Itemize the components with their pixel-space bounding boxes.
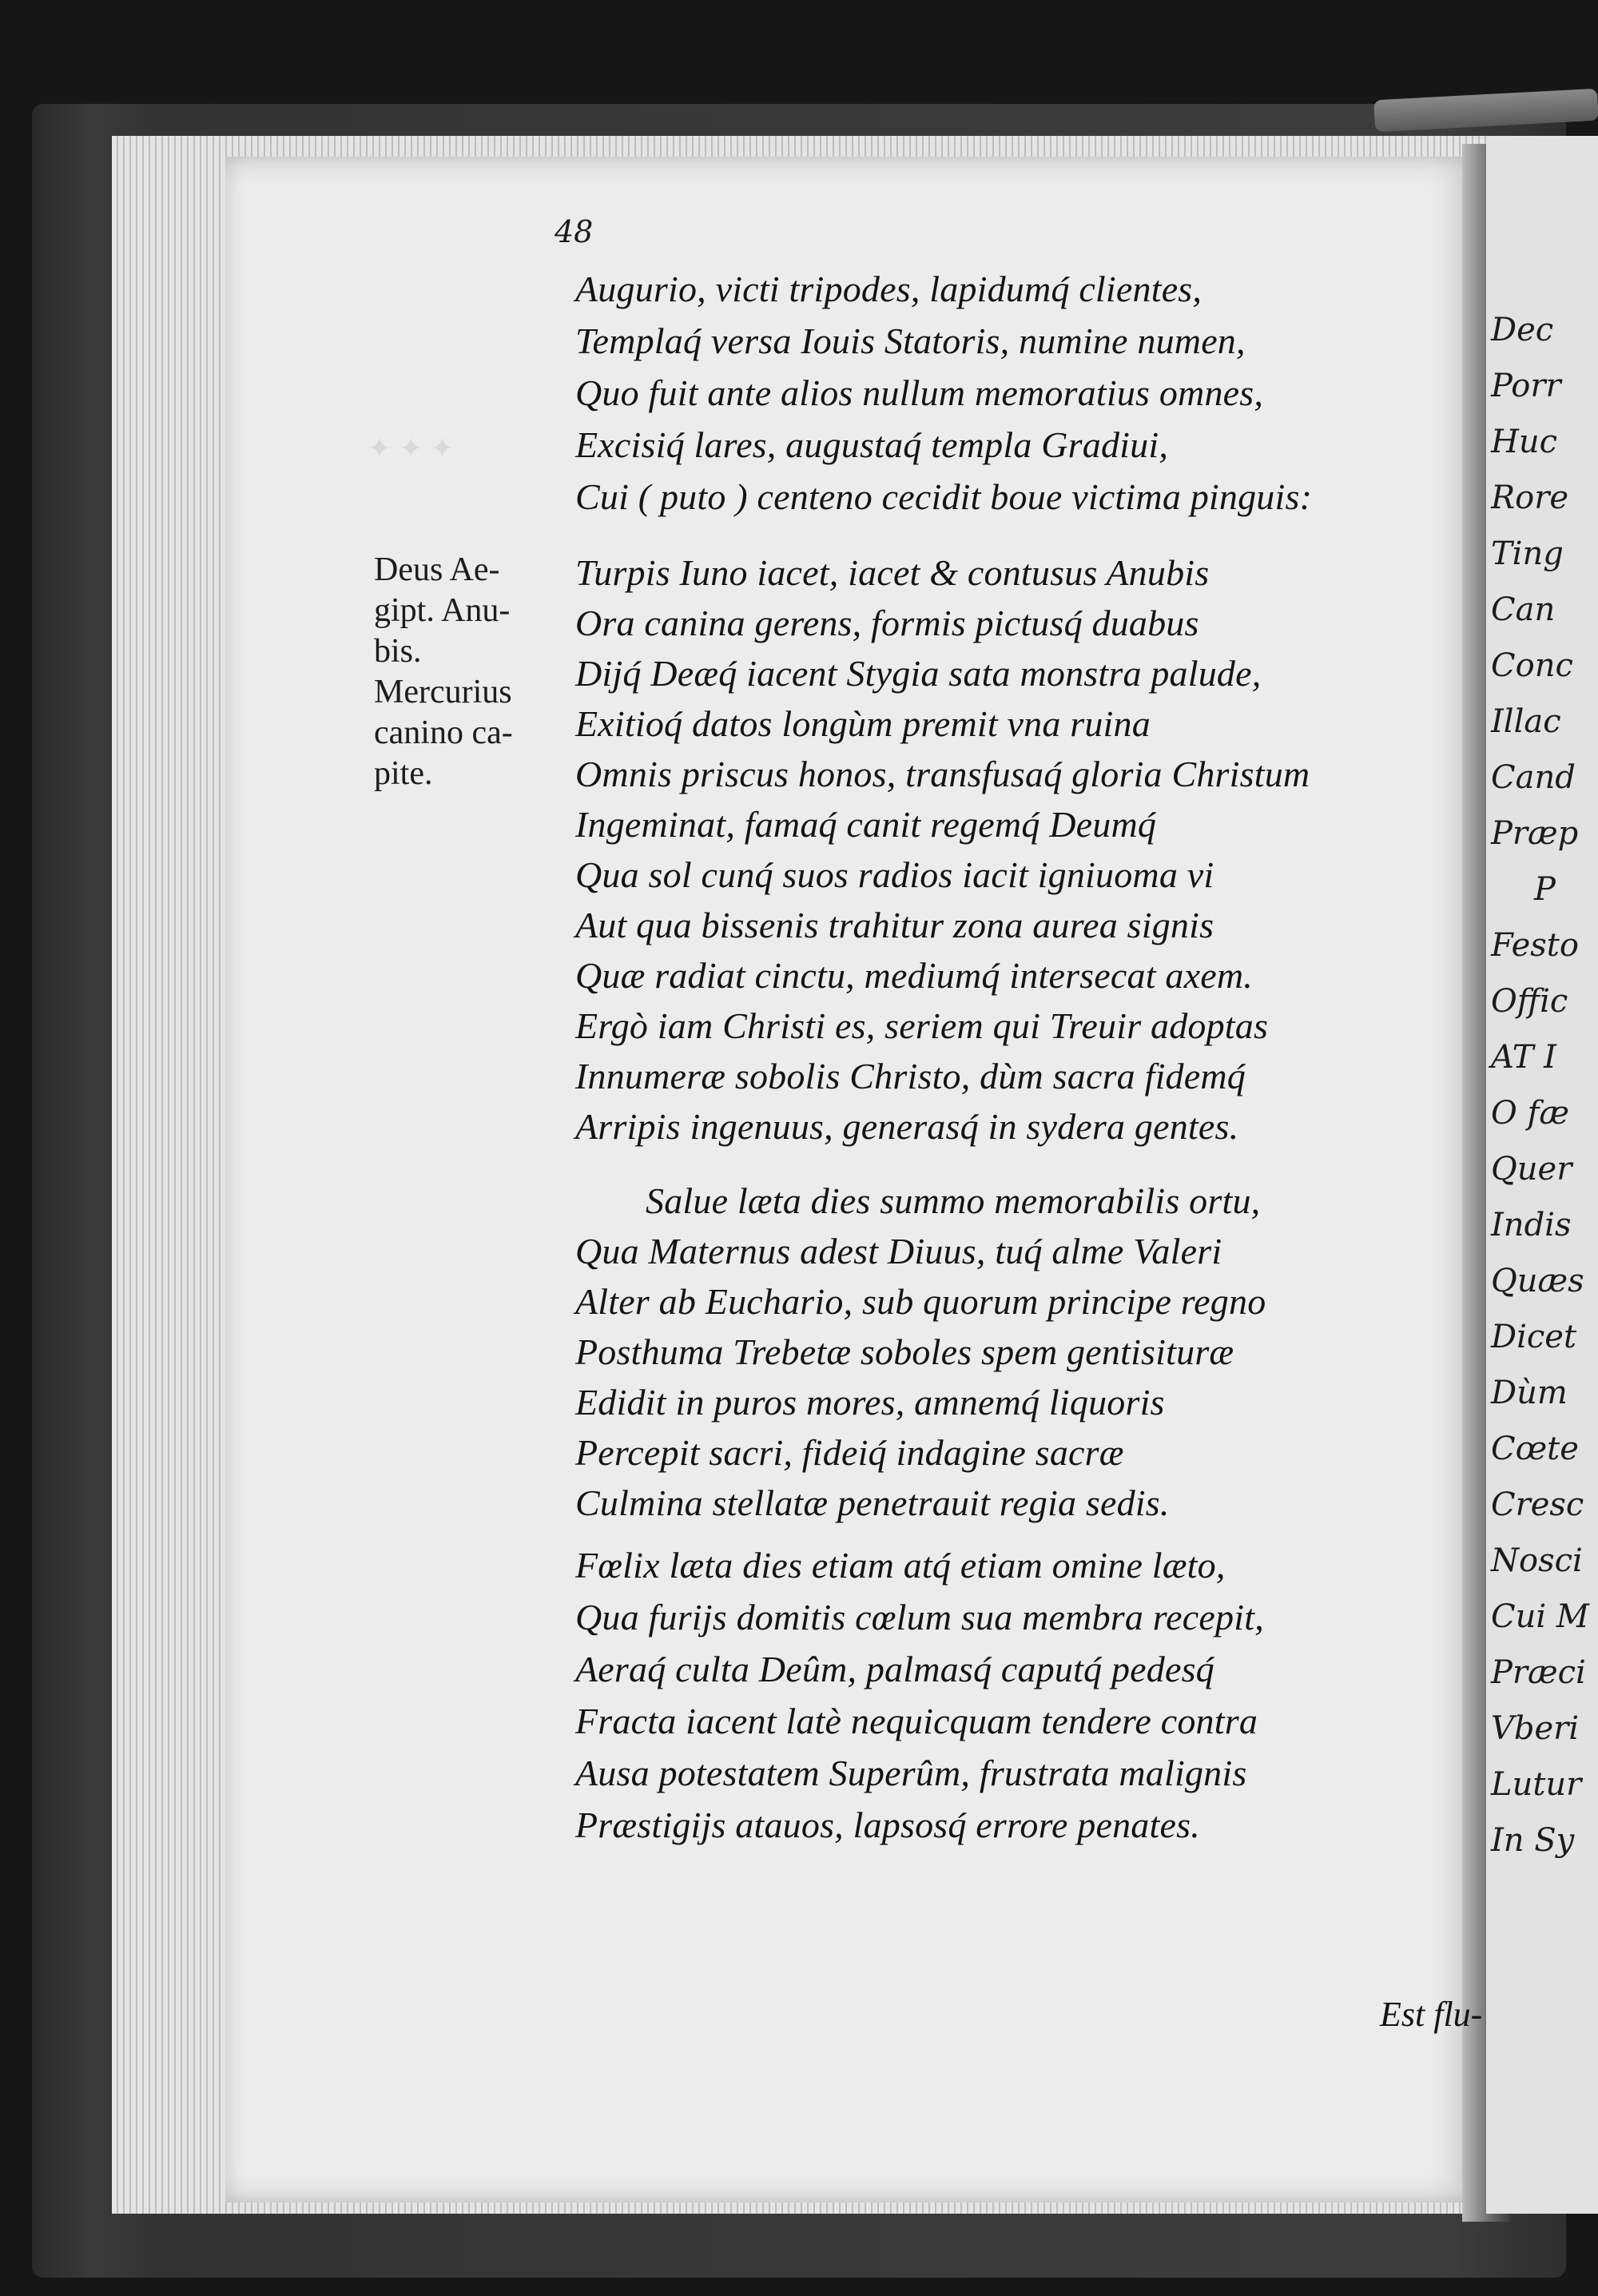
facing-page-line: Cresc	[1491, 1486, 1584, 1523]
facing-page-line: Nosci	[1491, 1542, 1583, 1579]
verse-line: Alter ab Euchario, sub quorum principe regno	[575, 1281, 1266, 1322]
margin-note-line: pite.	[374, 755, 433, 792]
facing-page-line: Dicet	[1491, 1319, 1577, 1355]
facing-page-line: Can	[1491, 591, 1556, 628]
verse-line: Aeraq́ culta Deûm, palmasq́ caputq́ pedesq́	[575, 1649, 1214, 1689]
verse-line: Innumeræ sobolis Christo, dùm sacra fidemq́	[575, 1056, 1246, 1096]
page-number: 48	[555, 214, 594, 249]
facing-page-line: Præp	[1491, 815, 1579, 852]
facing-page-line: Cui M	[1491, 1598, 1589, 1635]
verse-line: Arripis ingenuus, generasq́ in sydera gentes.	[575, 1106, 1239, 1147]
facing-page-line: O fæ	[1491, 1095, 1569, 1132]
verse-line: Omnis priscus honos, transfusaq́ gloria Christum	[575, 754, 1310, 794]
facing-page-line: Præci	[1491, 1654, 1586, 1691]
verse-line: Culmina stellatæ penetrauit regia sedis.	[575, 1482, 1170, 1523]
facing-page-line: Rore	[1491, 479, 1568, 516]
verse-line: Ingeminat, famaq́ canit regemq́ Deumq́	[575, 804, 1157, 845]
verse-line: Ergò iam Christi es, seriem qui Treuir adoptas	[575, 1005, 1269, 1046]
verse-line: Exitioq́ datos longùm premit vna ruina	[575, 703, 1151, 744]
facing-page-line: Quæs	[1491, 1263, 1584, 1299]
bleed-through-text: ✦ ✦ ✦	[368, 432, 455, 464]
margin-note-line: Deus Ae-	[374, 551, 500, 588]
verse-line: Excisiq́ lares, augustaq́ templa Gradiui,	[575, 424, 1169, 465]
verse-line: Salue læta dies summo memorabilis ortu,	[646, 1180, 1261, 1221]
verse-line: Fracta iacent latè nequicquam tendere contra	[575, 1701, 1258, 1741]
verse-line: Percepit sacri, fideiq́ indagine sacræ	[575, 1432, 1124, 1473]
verse-line: Ausa potestatem Superûm, frustrata malignis	[575, 1753, 1247, 1793]
verse-line: Posthuma Trebetæ soboles spem gentisituræ	[575, 1331, 1234, 1372]
facing-page-line: Dec	[1491, 312, 1554, 348]
margin-note-line: canino ca-	[374, 714, 513, 751]
catchword: Est flu-	[1380, 1995, 1483, 2034]
verse-line: Templaq́ versa Iouis Statoris, numine numen,	[575, 320, 1246, 361]
verse-line: Edidit in puros mores, amnemq́ liquoris	[575, 1382, 1165, 1423]
facing-page-line: Cœte	[1491, 1431, 1579, 1467]
verse-line: Quo fuit ante alios nullum memoratius omnes,	[575, 372, 1264, 413]
margin-note	[374, 550, 558, 794]
facing-page-line: In Sy	[1491, 1822, 1575, 1859]
verse-line: Qua Maternus adest Diuus, tuq́ alme Valeri	[575, 1231, 1222, 1271]
facing-page-line: Illac	[1491, 703, 1561, 740]
verse-line: Dijq́ Deæq́ iacent Stygia sata monstra palude,	[575, 653, 1262, 694]
verse-line: Turpis Iuno iacet, iacet & contusus Anubis	[575, 552, 1210, 593]
verse-line: Qua furijs domitis cœlum sua membra recepit,	[575, 1597, 1264, 1637]
verse-line: Aut qua bissenis trahitur zona aurea signis	[575, 905, 1214, 945]
margin-note-line: bis.	[374, 633, 422, 670]
facing-page	[1486, 136, 1598, 2214]
facing-page-line: Festo	[1491, 927, 1579, 964]
facing-page-line: Lutur	[1491, 1766, 1582, 1803]
verse-line: Augurio, victi tripodes, lapidumq́ clientes,	[575, 269, 1202, 309]
verse-line: Ora canina gerens, formis pictusq́ duabus	[575, 603, 1199, 643]
verse-line: Cui ( puto ) centeno cecidit boue victima pinguis:	[575, 476, 1313, 517]
facing-page-line: Cand	[1491, 759, 1576, 796]
facing-page-line: Conc	[1491, 647, 1573, 684]
verse-line: Fœlix læta dies etiam atq́ etiam omine læto,	[575, 1545, 1226, 1586]
verse-line: Quæ radiat cinctu, mediumq́ intersecat axem.	[575, 955, 1253, 996]
margin-note-line: Mercurius	[374, 674, 512, 710]
verse-line: Præstigijs atauos, lapsosq́ errore penates.	[575, 1805, 1200, 1845]
facing-page-line: Ting	[1491, 535, 1564, 572]
facing-page-line: Huc	[1491, 424, 1558, 460]
facing-page-line: Indis	[1491, 1207, 1572, 1244]
facing-page-line: Dùm	[1491, 1375, 1568, 1411]
facing-page-line: Offic	[1491, 983, 1568, 1020]
verse-line: Qua sol cunq́ suos radios iacit igniuoma vi	[575, 854, 1214, 895]
facing-page-line: Quer	[1491, 1151, 1572, 1188]
facing-page-line: Vberi	[1491, 1710, 1580, 1747]
margin-note-line: gipt. Anu-	[374, 592, 511, 629]
facing-page-line: Porr	[1491, 368, 1561, 404]
facing-page-line: AT I	[1491, 1039, 1556, 1076]
facing-page-line: P	[1534, 871, 1556, 908]
